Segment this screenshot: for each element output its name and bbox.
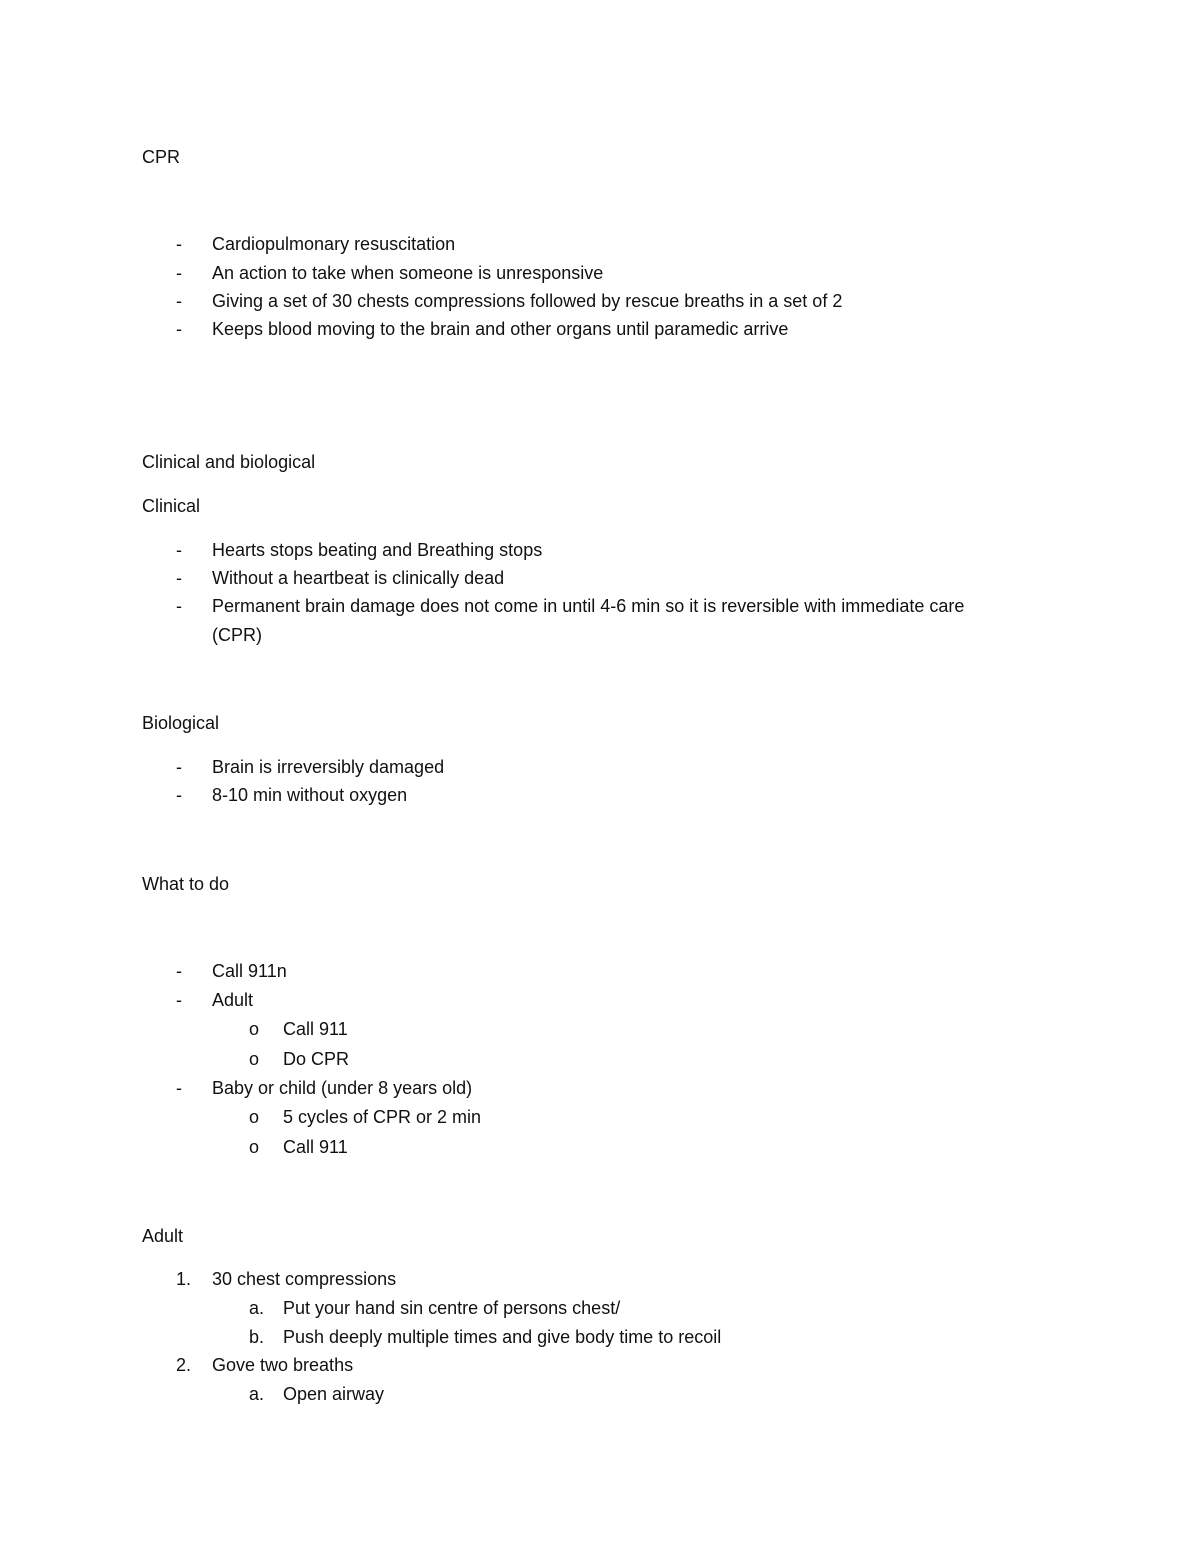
bullet-text: Keeps blood moving to the brain and other organs until paramedic arrive [212,319,789,339]
heading-clinical-and-biological: Clinical and biological [142,452,316,472]
sub-bullet-text: Call 911 [283,1137,348,1157]
sub-bullet-marker: o [249,1049,260,1069]
bullet-text: Baby or child (under 8 years old) [212,1078,473,1098]
bullet-text: Call 911n [212,961,287,981]
heading-adult: Adult [142,1226,184,1246]
numbered-marker: 2. [176,1355,192,1375]
bullet-marker: - [176,291,182,311]
lettered-text: Put your hand sin centre of persons chest/ [283,1298,621,1318]
bullet-text: Hearts stops beating and Breathing stops [212,540,543,560]
bullet-marker: - [176,1078,182,1098]
lettered-marker: b. [249,1327,265,1347]
bullet-marker: - [176,568,182,588]
numbered-text: Gove two breaths [212,1355,354,1375]
bullet-marker: - [176,319,182,339]
bullet-text: Permanent brain damage does not come in until 4-6 min so it is reversible with immediate care [212,596,965,616]
numbered-text: 30 chest compressions [212,1269,397,1289]
sub-bullet-marker: o [249,1137,260,1157]
heading-what-to-do: What to do [142,874,230,894]
heading-biological: Biological [142,713,220,733]
bullet-marker: - [176,234,182,254]
bullet-marker: - [176,757,182,777]
lettered-text: Open airway [283,1384,385,1404]
bullet-text: 8-10 min without oxygen [212,785,408,805]
bullet-text-continuation: (CPR) [212,625,262,645]
bullet-text: Giving a set of 30 chests compressions followed by rescue breaths in a set of 2 [212,291,843,311]
sub-bullet-text: Call 911 [283,1019,348,1039]
bullet-text: Without a heartbeat is clinically dead [212,568,505,588]
bullet-text: An action to take when someone is unresponsive [212,263,604,283]
bullet-marker: - [176,596,182,616]
sub-bullet-marker: o [249,1019,260,1039]
sub-bullet-marker: o [249,1107,260,1127]
lettered-marker: a. [249,1384,265,1404]
bullet-marker: - [176,785,182,805]
numbered-marker: 1. [176,1269,192,1289]
bullet-text: Cardiopulmonary resuscitation [212,234,456,254]
bullet-marker: - [176,540,182,560]
sub-bullet-text: Do CPR [283,1049,350,1069]
bullet-text: Adult [212,990,254,1010]
sub-bullet-text: 5 cycles of CPR or 2 min [283,1107,482,1127]
heading-cpr: CPR [142,147,181,167]
bullet-text: Brain is irreversibly damaged [212,757,445,777]
bullet-marker: - [176,990,182,1010]
lettered-text: Push deeply multiple times and give body time to recoil [283,1327,722,1347]
heading-clinical: Clinical [142,496,201,516]
bullet-marker: - [176,263,182,283]
bullet-marker: - [176,961,182,981]
lettered-marker: a. [249,1298,265,1318]
